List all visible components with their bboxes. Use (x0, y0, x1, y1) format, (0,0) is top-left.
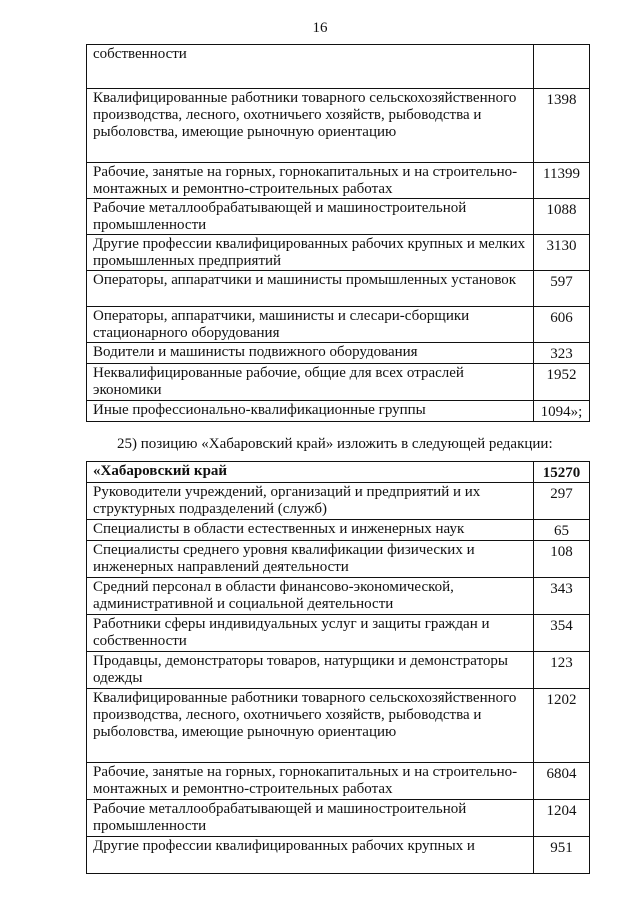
table-row (87, 800, 590, 837)
row-label: Иные профессионально-квалификационные группы (87, 401, 534, 422)
row-label: Рабочие, занятые на горных, горнокапитальных и на строительно-монтажных и ремонтно-строительных работах (87, 763, 534, 800)
row-label: Рабочие металлообрабатывающей и машиностроительной промышленности (87, 800, 534, 837)
table-row (87, 307, 590, 343)
row-label: Другие профессии квалифицированных рабочих крупных и мелких промышленных предприятий (87, 235, 534, 271)
table-row (87, 689, 590, 763)
row-label: Средний персонал в области финансово-экономической, административной и социальной деятельности (87, 578, 534, 615)
row-label: Другие профессии квалифицированных рабочих крупных и (87, 837, 534, 874)
table-row (87, 89, 590, 163)
row-value: 951 (534, 837, 590, 874)
row-label: Водители и машинисты подвижного оборудования (87, 343, 534, 364)
row-value: 6804 (534, 763, 590, 800)
table-row (87, 578, 590, 615)
row-value: 1094»; (534, 401, 590, 422)
region-name: «Хабаровский край (87, 462, 534, 483)
region-total: 15270 (534, 462, 590, 483)
row-value: 123 (534, 652, 590, 689)
table-row (87, 235, 590, 271)
row-label: Квалифицированные работники товарного сельскохозяйственного производства, лесного, охотничьего хозяйств, рыбоводства и рыболовства, имеющие рыночную ориентацию (87, 89, 534, 163)
page-number: 16 (312, 20, 328, 36)
row-label: Руководители учреждений, организаций и предприятий и их структурных подразделений (служб) (87, 483, 534, 520)
amendment-paragraph: 25) позицию «Хабаровский край» изложить в следующей редакции: (117, 436, 553, 452)
table-row (87, 763, 590, 800)
khabarovsk-table (86, 461, 590, 874)
row-value: 1398 (534, 89, 590, 163)
row-value: 1088 (534, 199, 590, 235)
table-row (87, 271, 590, 307)
table-row (87, 401, 590, 422)
row-value: 597 (534, 271, 590, 307)
row-label: Операторы, аппаратчики и машинисты промышленных установок (87, 271, 534, 307)
occupation-table-1 (86, 44, 590, 422)
table-row (87, 364, 590, 401)
row-value: 354 (534, 615, 590, 652)
table-row (87, 199, 590, 235)
row-value: 1204 (534, 800, 590, 837)
row-label: Рабочие металлообрабатывающей и машиностроительной промышленности (87, 199, 534, 235)
row-label: Рабочие, занятые на горных, горнокапитальных и на строительно-монтажных и ремонтно-строительных работах (87, 163, 534, 199)
row-label: Операторы, аппаратчики, машинисты и слесари-сборщики стационарного оборудования (87, 307, 534, 343)
row-label: Квалифицированные работники товарного сельскохозяйственного производства, лесного, охотничьего хозяйств, рыбоводства и рыболовства, имеющие рыночную ориентацию (87, 689, 534, 763)
table-row (87, 615, 590, 652)
row-label: собственности (87, 45, 534, 89)
row-label: Работники сферы индивидуальных услуг и защиты граждан и собственности (87, 615, 534, 652)
row-value: 65 (534, 520, 590, 541)
row-label: Специалисты среднего уровня квалификации физических и инженерных направлений деятельности (87, 541, 534, 578)
table-row (87, 541, 590, 578)
row-value: 343 (534, 578, 590, 615)
row-value: 3130 (534, 235, 590, 271)
row-value: 108 (534, 541, 590, 578)
table-header-row (87, 462, 590, 483)
table-row (87, 45, 590, 89)
row-value: 1202 (534, 689, 590, 763)
row-value: 606 (534, 307, 590, 343)
row-label: Продавцы, демонстраторы товаров, натурщики и демонстраторы одежды (87, 652, 534, 689)
row-value: 1952 (534, 364, 590, 401)
row-label: Неквалифицированные рабочие, общие для всех отраслей экономики (87, 364, 534, 401)
table-row (87, 163, 590, 199)
row-label: Специалисты в области естественных и инженерных наук (87, 520, 534, 541)
table-row (87, 343, 590, 364)
table-row (87, 837, 590, 874)
row-value: 11399 (534, 163, 590, 199)
row-value: 297 (534, 483, 590, 520)
table-row (87, 652, 590, 689)
row-value (534, 45, 590, 89)
row-value: 323 (534, 343, 590, 364)
table-row (87, 483, 590, 520)
table-row (87, 520, 590, 541)
